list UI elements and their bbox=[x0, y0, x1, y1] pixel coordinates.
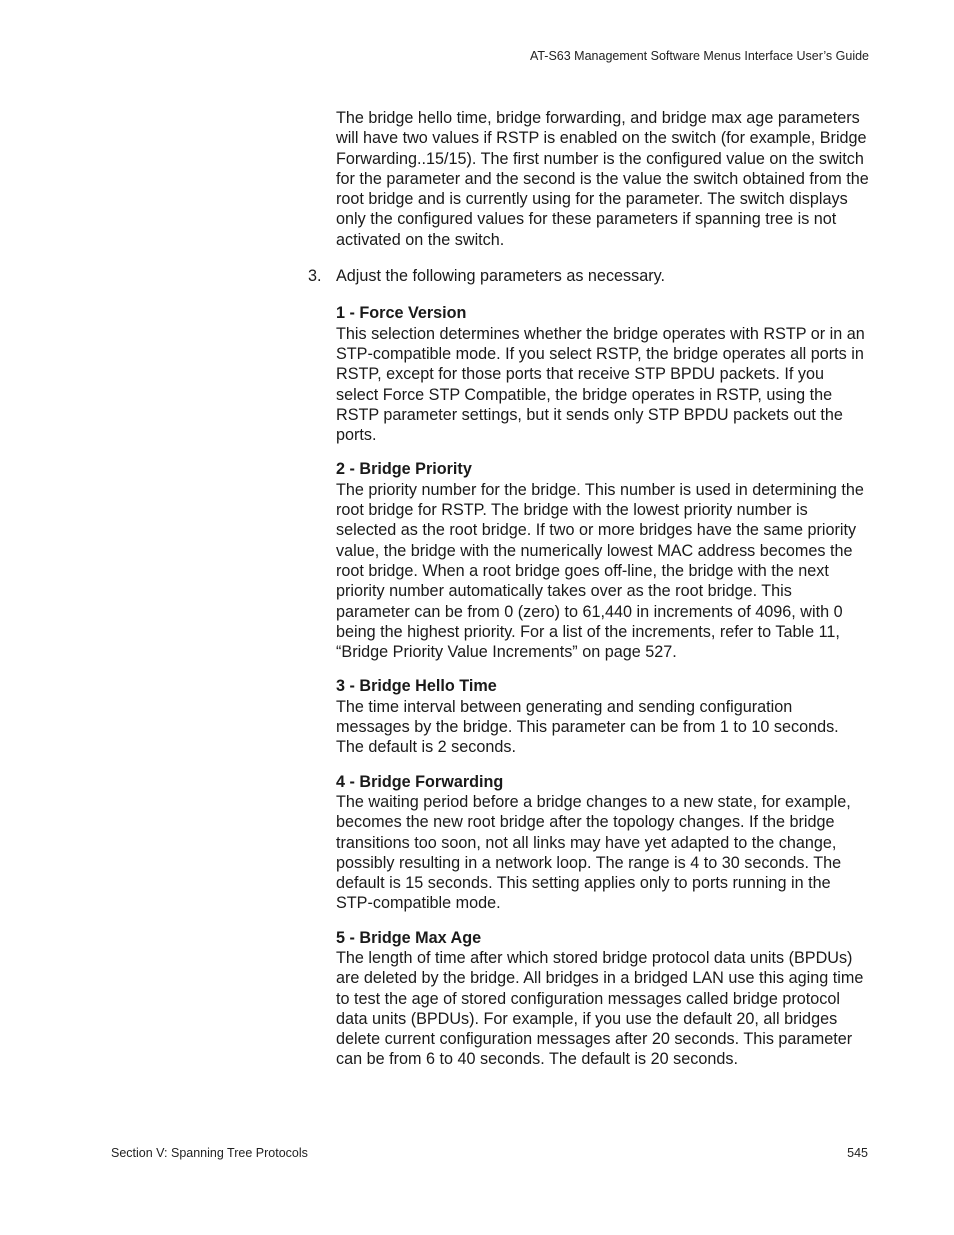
step-number: 3. bbox=[308, 267, 322, 286]
intro-paragraph: The bridge hello time, bridge forwarding, and bridge max age parameters will have two values if RSTP is enabled on the switch (for example, Bridge Forwarding..15/15). The first number is the configured value on the switch for the parameter and the second is the value the switch obtained from the root bridge and is currently using for the parameter. The switch displays only the configured values for these parameters if spanning tree is not activated on the switch. bbox=[336, 109, 869, 249]
param-description: The waiting period before a bridge changes to a new state, for example, becomes the new root bridge after the topology changes. If the bridge transitions too soon, not all links may have yet adapted to the change, possibly resulting in a network loop. The range is 4 to 30 seconds. The default is 15 seconds. This setting applies only to ports running in the STP-compatible mode. bbox=[336, 792, 851, 913]
param-description: This selection determines whether the bridge operates with RSTP or in an STP-compatible mode. If you select RSTP, the bridge operates all ports in RSTP, except for those ports that receive STP BPDU packets. If you select Force STP Compatible, the bridge operates in RSTP, using the RSTP parameter settings, but it sends only STP BPDU packets out the ports. bbox=[336, 324, 865, 445]
param-title: 3 - Bridge Hello Time bbox=[336, 677, 497, 696]
param-description: The time interval between generating and sending configuration messages by the bridge. This parameter can be from 1 to 10 seconds. The default is 2 seconds. bbox=[336, 697, 839, 757]
page-number: 545 bbox=[847, 1146, 868, 1160]
param-description: The length of time after which stored bridge protocol data units (BPDUs) are deleted by the bridge. All bridges in a bridged LAN use this aging time to test the age of stored configuration messages called bridge protocol data units (BPDUs). For example, if you use the default 20, all bridges delete current configuration messages after 20 seconds. This parameter can be from 6 to 40 seconds. The default is 20 seconds. bbox=[336, 948, 864, 1069]
page-content bbox=[308, 108, 869, 1084]
param-description: The priority number for the bridge. This number is used in determining the root bridge for RSTP. The bridge with the lowest priority number is selected as the root bridge. If two or more bridges have the same priority value, the bridge with the numerically lowest MAC address becomes the root bridge. When a root bridge goes off-line, the bridge with the next priority number automatically takes over as the root bridge. This parameter can be from 0 (zero) to 61,440 in increments of 4096, with 0 being the highest priority. For a list of the increments, refer to Table 11, “Bridge Priority Value Increments” on page 527. bbox=[336, 480, 864, 662]
param-bridge-hello-time bbox=[336, 676, 869, 757]
param-bridge-max-age bbox=[336, 928, 869, 1070]
param-bridge-priority bbox=[336, 459, 869, 662]
param-title: 5 - Bridge Max Age bbox=[336, 928, 482, 947]
param-title: 4 - Bridge Forwarding bbox=[336, 772, 504, 791]
step-3 bbox=[308, 266, 869, 286]
param-title: 1 - Force Version bbox=[336, 304, 467, 323]
param-bridge-forwarding bbox=[336, 772, 869, 914]
running-header: AT-S63 Management Software Menus Interface User’s Guide bbox=[529, 49, 869, 63]
step-text: Adjust the following parameters as necessary. bbox=[336, 267, 666, 286]
footer-section: Section V: Spanning Tree Protocols bbox=[111, 1146, 308, 1160]
param-title: 2 - Bridge Priority bbox=[336, 460, 472, 479]
param-force-version bbox=[336, 303, 869, 445]
